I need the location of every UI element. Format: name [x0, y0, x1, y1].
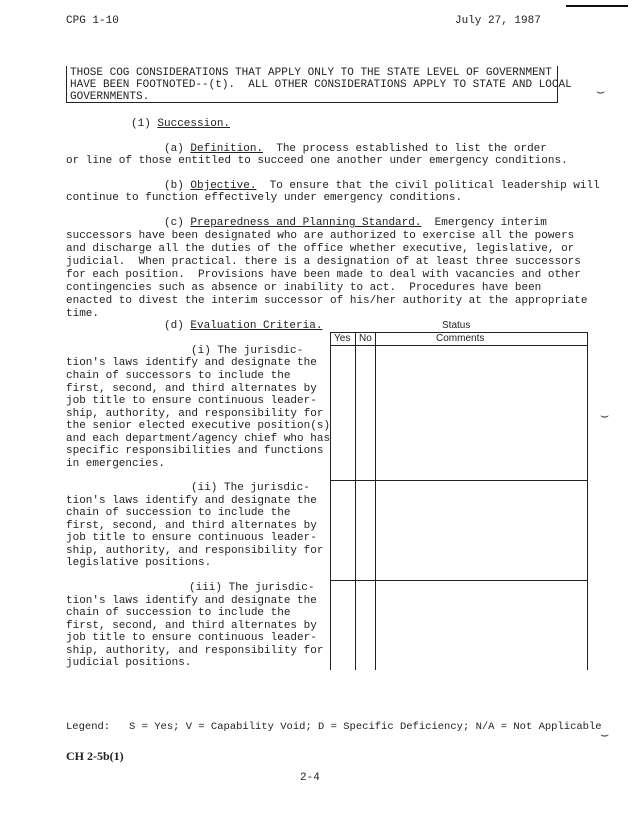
para-c-lead: (c) [164, 217, 191, 229]
para-a-lead: (a) [164, 143, 191, 155]
doc-date: July 27, 1987 [455, 15, 541, 27]
criterion-line: job title to ensure continuous leader- [66, 632, 317, 644]
criterion-line: chain of succession to include the [66, 607, 291, 619]
para-b-line: continue to function effectively under emergency conditions. [66, 192, 463, 204]
doc-id: CPG 1-10 [66, 15, 119, 27]
para-d-title: Evaluation Criteria. [190, 320, 323, 332]
para-a-line: or line of those entitled to succeed one another under emergency conditions. [66, 155, 568, 167]
para-c-title: Preparedness and Planning Standard. [190, 217, 422, 229]
para-c-line: and discharge all the duties of the office whether executive, legislative, or [66, 243, 575, 255]
criterion-line: first, second, and third alternates by [66, 520, 317, 532]
para-d-heading [164, 320, 322, 333]
criterion-line: ship, authority, and responsibility for [66, 408, 324, 420]
status-label: Status [442, 320, 471, 331]
para-c-first-line [164, 217, 547, 230]
para-c-rest: Emergency interim [421, 217, 547, 229]
change-reference: CH 2-5b(1) [66, 749, 124, 763]
criterion-line: (i) The jurisdic- [191, 345, 304, 357]
para-a-title: Definition. [190, 143, 264, 155]
para-a-rest: The process established to list the order [263, 143, 547, 155]
criterion-line: tion's laws identify and designate the [66, 495, 317, 507]
criterion-line: (ii) The jurisdic- [191, 482, 310, 494]
para-c-line: successors have been designated who are authorized to exercise all the powers [66, 230, 575, 242]
section-title: Succession. [157, 118, 231, 130]
para-d-lead: (d) [164, 320, 191, 332]
no-comments-divider [375, 333, 376, 670]
criterion-line: first, second, and third alternates by [66, 383, 317, 395]
scope-note-line: HAVE BEEN FOOTNOTED--(t). ALL OTHER CONSIDERATIONS APPLY TO STATE AND LOCAL [70, 79, 572, 91]
criterion-line: job title to ensure continuous leader- [66, 532, 317, 544]
para-b-lead: (b) [164, 180, 191, 192]
para-a-first-line [164, 143, 547, 156]
legend: Legend: S = Yes; V = Capability Void; D = Specific Deficiency; N/A = Not Applicable [66, 721, 602, 733]
criterion-line: specific responsibilities and functions [66, 445, 324, 457]
header-divider [331, 345, 587, 346]
scope-note-line: GOVERNMENTS. [70, 91, 150, 103]
criterion-line: tion's laws identify and designate the [66, 357, 317, 369]
criterion-line: judicial positions. [66, 657, 192, 669]
checkmark-icon: ⌣ [600, 408, 610, 424]
para-c-line: for each position. Provisions have been made to deal with vacancies and other [66, 269, 581, 281]
criterion-line: chain of successors to include the [66, 370, 291, 382]
status-grid [330, 332, 588, 670]
criterion-line: ship, authority, and responsibility for [66, 545, 324, 557]
section-number: (1) [131, 118, 158, 130]
criterion-line: legislative positions. [66, 557, 212, 569]
criterion-line: ship, authority, and responsibility for [66, 645, 324, 657]
para-c-line: time. [66, 308, 100, 320]
criterion-line: and each department/agency chief who has [66, 433, 331, 445]
criterion-line: first, second, and third alternates by [66, 620, 317, 632]
row-divider [331, 480, 587, 481]
checkmark-icon: ⌣ [596, 84, 606, 100]
para-b-rest: To ensure that the civil political leadership will [256, 180, 600, 192]
criterion-line: (iii) The jurisdic- [189, 582, 315, 594]
para-c-line: enacted to divest the interim successor of his/her authority at the appropriate [66, 295, 588, 307]
criterion-line: tion's laws identify and designate the [66, 595, 317, 607]
yes-column-header: Yes [334, 333, 351, 344]
criterion-line: in emergencies. [66, 458, 166, 470]
comments-column-header: Comments [436, 333, 485, 344]
top-rule [566, 5, 628, 7]
scope-note-box [66, 66, 572, 103]
para-b-first-line [164, 180, 600, 193]
section-heading [131, 118, 230, 131]
scope-note-line: THOSE COG CONSIDERATIONS THAT APPLY ONLY TO THE STATE LEVEL OF GOVERNMENT [70, 67, 552, 79]
no-column-header: No [359, 333, 372, 344]
yes-no-divider [355, 333, 356, 670]
criterion-line: the senior elected executive position(s) [66, 420, 331, 432]
criterion-line: job title to ensure continuous leader- [66, 395, 317, 407]
para-c-line: judicial. When practical. there is a designation of at least three successors [66, 256, 581, 268]
checkmark-icon: ⌣ [600, 727, 610, 743]
para-c-line: contingencies such as absence or inability to act. Procedures have been [66, 282, 542, 294]
criterion-line: chain of succession to include the [66, 507, 291, 519]
page-number: 2-4 [300, 772, 320, 784]
row-divider [331, 580, 587, 581]
para-b-title: Objective. [190, 180, 257, 192]
